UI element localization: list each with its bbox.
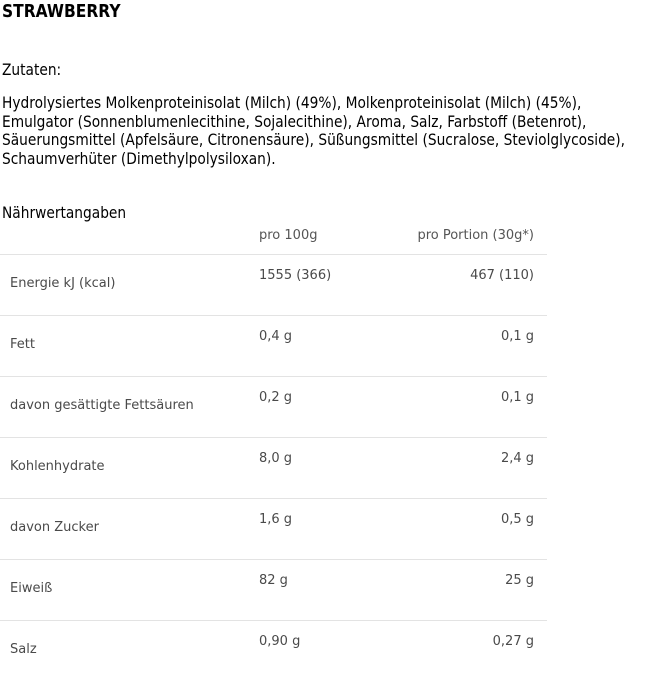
nutrient-name: Fett <box>10 337 35 352</box>
table-row <box>0 316 547 377</box>
nutrient-name: Salz <box>10 642 37 657</box>
ingredients-text <box>2 94 664 168</box>
table-row <box>0 560 547 621</box>
nutrient-name: davon gesättigte Fettsäuren <box>10 398 194 413</box>
column-header-per-100g: pro 100g <box>259 228 318 243</box>
nutrition-table <box>0 224 547 681</box>
value-per-portion: 0,1 g <box>500 329 534 344</box>
flavor-title: STRAWBERRY <box>2 1 121 22</box>
column-header-per-portion: pro Portion (30g*) <box>417 228 534 243</box>
value-per-portion: 0,27 g <box>492 634 534 649</box>
ingredients-line: Schaumverhüter (Dimethylpolysiloxan). <box>2 148 276 168</box>
value-per-100g: 0,4 g <box>259 329 293 344</box>
ingredients-line: Säuerungsmittel (Apfelsäure, Citronensäure), Süßungsmittel (Sucralose, Steviolglycoside), <box>2 130 626 149</box>
nutrient-name: davon Zucker <box>10 520 99 535</box>
value-per-100g: 82 g <box>259 573 288 588</box>
value-per-portion: 2,4 g <box>500 451 534 466</box>
value-per-100g: 0,2 g <box>259 390 293 405</box>
ingredients-heading: Zutaten: <box>2 60 62 79</box>
table-row <box>0 499 547 560</box>
value-per-100g: 1555 (366) <box>259 268 332 283</box>
value-per-portion: 0,5 g <box>500 512 534 527</box>
value-per-100g: 8,0 g <box>259 451 293 466</box>
nutrient-name: Kohlenhydrate <box>10 459 105 474</box>
table-row <box>0 621 547 681</box>
table-row <box>0 255 547 316</box>
value-per-portion: 25 g <box>505 573 534 588</box>
value-per-100g: 0,90 g <box>259 634 301 649</box>
table-row <box>0 377 547 438</box>
value-per-portion: 0,1 g <box>500 390 534 405</box>
ingredients-line: Emulgator (Sonnenblumenlecithine, Sojalecithine), Aroma, Salz, Farbstoff (Betenrot), <box>2 111 587 131</box>
nutrition-heading: Nährwertangaben <box>2 203 127 222</box>
value-per-100g: 1,6 g <box>259 512 293 527</box>
ingredients-line: Hydrolysiertes Molkenproteinisolat (Milch) (49%), Molkenproteinisolat (Milch) (45%), <box>2 93 582 112</box>
nutrient-name: Energie kJ (kcal) <box>10 276 116 291</box>
nutrient-name: Eiweiß <box>10 581 53 596</box>
value-per-portion: 467 (110) <box>470 268 534 283</box>
table-header-row <box>0 224 547 255</box>
table-row <box>0 438 547 499</box>
